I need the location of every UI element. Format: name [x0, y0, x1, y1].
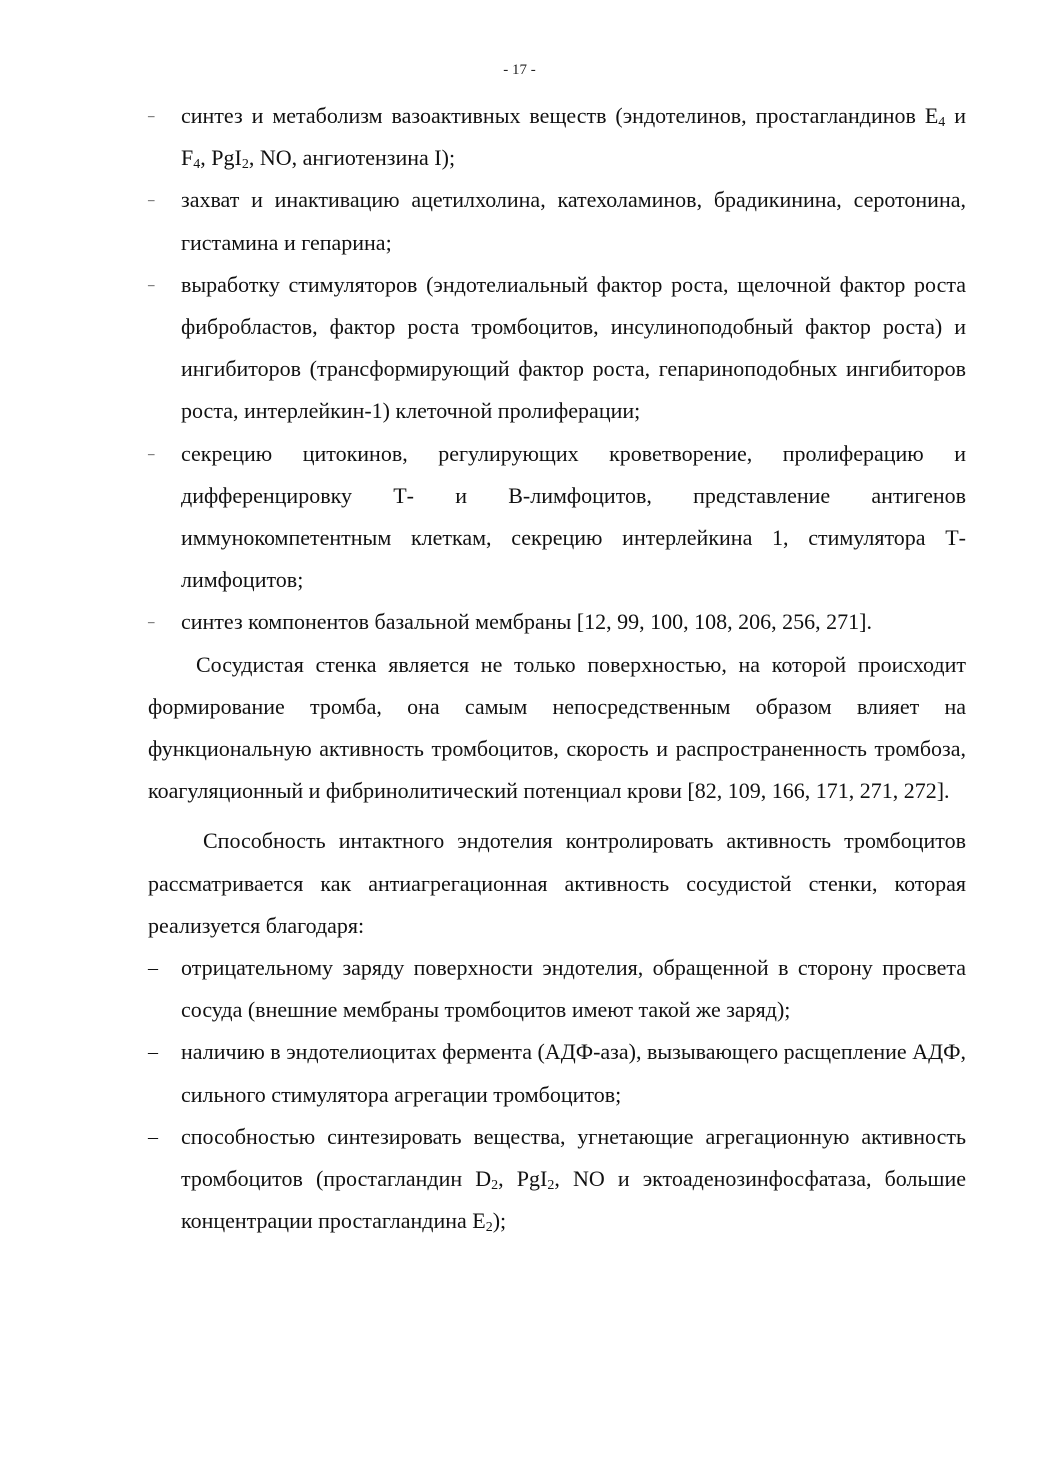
list-item	[148, 601, 966, 643]
list-dash: –	[148, 108, 155, 123]
list-item	[148, 1031, 966, 1115]
list-item-text: отрицательному заряду поверхности эндотелия, обращенной в сторону просвета сосуда (внешние мембраны тромбоцитов имеют такой же заряд);	[181, 955, 966, 1023]
list-dash: –	[148, 1125, 158, 1148]
list-item	[148, 95, 966, 179]
list-item-text: секрецию цитокинов, регулирующих кроветворение, пролиферацию и дифференцировку Т- и В-лимфоцитов, представление антигенов иммунокомпетентным клеткам, секрецию интерлейкина 1, стимулятора Т-лимфоцитов;	[181, 440, 966, 593]
list-item-text: синтез и метаболизм вазоактивных веществ (эндотелинов, простагландинов $E_4$ и $F_4$, PgI$_2$, NO, ангиотензина I);	[181, 103, 966, 173]
list-item-text: выработку стимуляторов (эндотелиальный фактор роста, щелочной фактор роста фибробластов, фактор роста тромбоцитов, инсулиноподобный фактор роста) и ингибиторов (трансформирующий фактор роста, гепариноподобных ингибиторов роста, интерлейкин-1) клеточной пролиферации;	[181, 271, 966, 424]
list-item-text: наличию в эндотелиоцитах фермента (АДФ-аза), вызывающего расщепление АДФ, сильного стимулятора агрегации тромбоцитов;	[181, 1039, 966, 1107]
list-dash: –	[148, 614, 155, 630]
list-item	[148, 433, 966, 602]
list-item-text: захват и инактивацию ацетилхолина, катехоламинов, брадикинина, серотонина, гистамина и гепарина;	[181, 187, 966, 255]
list-item	[148, 179, 966, 263]
list-dash: –	[148, 276, 155, 292]
list-item	[148, 264, 966, 433]
list-dash: –	[148, 1041, 158, 1064]
bullet-list-antiaggregation-mechanisms	[148, 947, 966, 1242]
paragraph: Сосудистая стенка является не только поверхностью, на которой происходит формирование тромба, она самым непосредственным образом влияет на функциональную активность тромбоцитов, скорость и распространенность тромбоза, коагуляционный и фибринолитический потенциал крови [82, 109, 166, 171, 271, 272].	[148, 651, 966, 804]
paragraph: Способность интактного эндотелия контролировать активность тромбоцитов рассматривается как антиагрегационная активность сосудистой стенки, которая реализуется благодаря:	[148, 828, 966, 938]
list-item-text: способностью синтезировать вещества, угнетающие агрегационную активность тромбоцитов (простагландин $D_2$, PgI$_2$, NO и эктоаденозинфосфатаза, большие концентрации простагландина $E_2$);	[181, 1123, 967, 1236]
list-dash: –	[148, 192, 155, 208]
list-dash: –	[148, 445, 155, 461]
list-item	[148, 1116, 966, 1243]
page-number: - 17 -	[503, 62, 536, 78]
list-item-text: синтез компонентов базальной мембраны [12, 99, 100, 108, 206, 256, 271].	[181, 609, 872, 635]
list-dash: –	[148, 957, 158, 980]
bullet-list-endothelium-functions	[148, 95, 966, 644]
document-body	[148, 95, 966, 1242]
list-item	[148, 947, 966, 1031]
